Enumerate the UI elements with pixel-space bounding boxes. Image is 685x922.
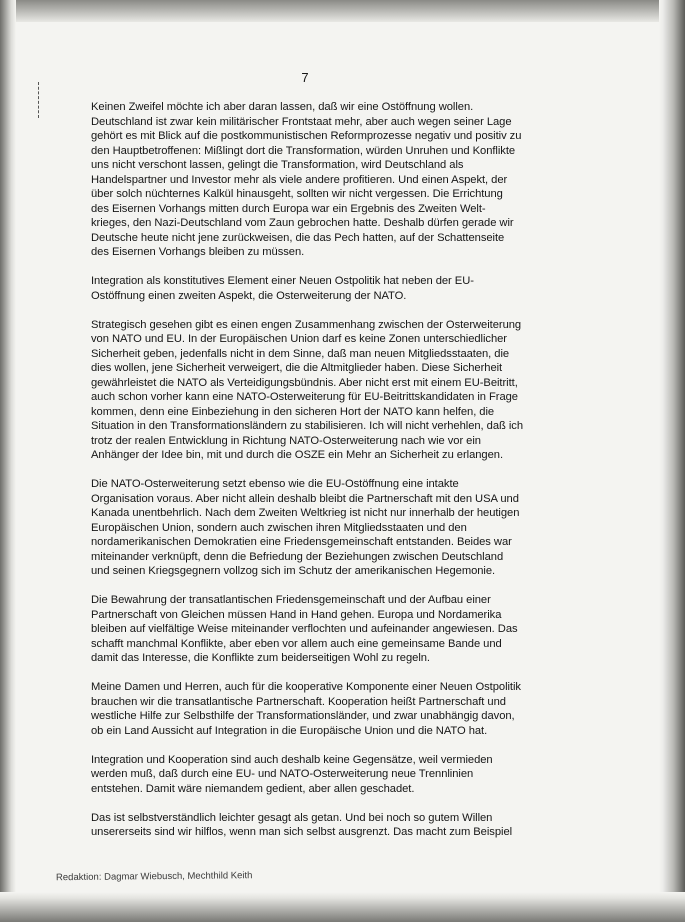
scan-edge-top — [0, 0, 685, 22]
paragraph: Integration und Kooperation sind auch deshalb keine Gegensätze, weil vermieden werden muß, daß durch eine EU- und NATO-Osterweiterung neue Trennlinien entstehen. Damit wäre niemandem gedient, aber allen geschadet. — [91, 753, 493, 795]
paragraph: Integration als konstitutives Element einer Neuen Ostpolitik hat neben der EU-Ostöffnung einen zweiten Aspekt, die Osterweiterung der NATO. — [91, 275, 474, 302]
scan-edge-right — [659, 0, 685, 922]
paragraph: Die Bewahrung der transatlantischen Friedensgemeinschaft und der Aufbau einer Partnerschaft von Gleichen müssen Hand in Hand gehen. Europa und Nordamerika bleiben auf vielfältige Weise miteinander verflochten und aufeinander angewiesen. Das schafft manchmal Konflikte, aber eben vor allem auch eine gemeinsame Bande und damit das Interesse, die Konflikte zum beiderseitigen Wohl zu regeln. — [91, 594, 518, 664]
paragraph: Das ist selbstverständlich leichter gesagt als getan. Und bei noch so gutem Willen unsererseits sind wir hilflos, wenn man sich selbst ausgrenzt. Das macht zum Beispiel — [91, 811, 513, 838]
page-footer: Redaktion: Dagmar Wiebusch, Mechthild Keith — [55, 870, 253, 884]
scan-edge-left — [0, 0, 16, 922]
page-number: 7 — [301, 70, 309, 85]
document-body — [91, 100, 523, 840]
paragraph: Meine Damen und Herren, auch für die kooperative Komponente einer Neuen Ostpolitik brauchen wir die transatlantische Partnerschaft. Kooperation heißt Partnerschaft und westliche Hilfe zur Selbsthilfe der Transformationsländer, und zwar unabhängig davon, ob ein Land Aussicht auf Integration in die Europäische Union und die NATO hat. — [91, 681, 521, 737]
scan-edge-bottom — [0, 892, 685, 922]
paragraph: Strategisch gesehen gibt es einen engen Zusammenhang zwischen der Osterweiterung von NATO und EU. In der Europäischen Union darf es keine Zonen unterschiedlicher Sicherheit geben, jedenfalls nicht in dem Sinne, daß man neuen Mitgliedsstaaten, die dies wollen, jene Sicherheit verweigert, die die Altmitglieder haben. Diese Sicherheit gewährleistet die NATO als Verteidigungsbündnis. Aber nicht erst mit einem EU-Beitritt, auch schon vorher kann eine NATO-Osterweiterung für EU-Beitrittskandidaten in Frage kommen, denn eine Einbeziehung in den sicheren Hort der NATO kann helfen, die Situation in den Transformationsländern zu stabilisieren. Ich will nicht verhehlen, daß ich trotz der realen Entwicklung in Richtung NATO-Osterweiterung nach wie vor ein Anhänger der Idee bin, mit und durch die OSZE ein Mehr an Sicherheit zu erlangen. — [91, 318, 523, 461]
paragraph: Die NATO-Osterweiterung setzt ebenso wie die EU-Ostöffnung eine intakte Organisation voraus. Aber nicht allein deshalb bleibt die Partnerschaft mit den USA und Kanada unentbehrlich. Nach dem Zweiten Weltkrieg ist nicht nur innerhalb der heutigen Europäischen Union, sondern auch zwischen ihren Mitgliedsstaaten und den nordamerikanischen Demokratien eine Friedensgemeinschaft entstanden. Beides war miteinander verknüpft, denn die Befriedung der Beziehungen zwischen Deutschland und seinen Kriegsgegnern vollzog sich im Schutz der amerikanischen Hegemonie. — [91, 478, 520, 577]
margin-mark — [38, 82, 42, 118]
paragraph: Keinen Zweifel möchte ich aber daran lassen, daß wir eine Ostöffnung wollen. Deutschland ist zwar kein militärischer Frontstaat mehr, aber auch wegen seiner Lage gehört es mit Blick auf die postkommunistischen Reformprozesse negativ und positiv zu den Hauptbetroffenen: Mißlingt dort die Transformation, würden Unruhen und Konflikte uns nicht verschont lassen, gelingt die Transformation, wird Deutschland als Handelspartner und Investor mehr als viele andere profitieren. Und einen Aspekt, der über solch nüchternes Kalkül hinausgeht, sollten wir nicht vergessen. Die Errichtung des Eisernen Vorhangs mitten durch Europa war ein Ergebnis des Zweiten Welt-krieges, den Nazi-Deutschland vom Zaun gebrochen hatte. Deshalb dürfen gerade wir Deutsche heute nicht jene zurückweisen, die das Pech hatten, auf der Schattenseite des Eisernen Vorhangs bleiben zu müssen. — [91, 101, 522, 258]
